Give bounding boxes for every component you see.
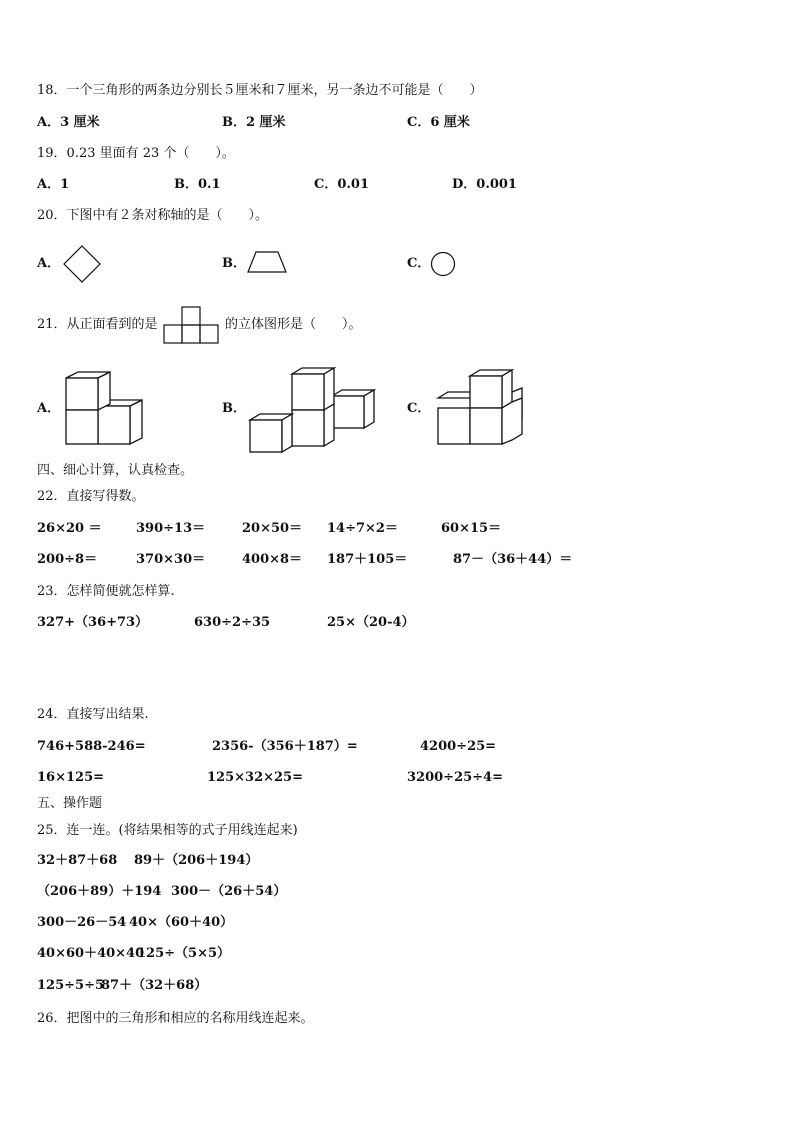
q20-option-b-label[interactable]: B．: [222, 256, 246, 271]
q22-item: 26×20 ＝: [37, 521, 102, 536]
q25-left-item[interactable]: 32＋87＋68: [37, 853, 118, 868]
q25-stem: 25．连一连。(将结果相等的式子用线连起来): [37, 823, 298, 838]
trapezoid-icon: [246, 250, 288, 274]
q24-stem: 24．直接写出结果.: [37, 707, 149, 722]
q24-item: 125×32×25=: [207, 770, 303, 785]
q23-item: 630÷2÷35: [194, 615, 271, 630]
q25-right-item[interactable]: 40×（60＋40）: [129, 915, 234, 930]
q20-option-c-label[interactable]: C．: [407, 256, 431, 271]
q25-left-item[interactable]: （206＋89）＋194: [37, 884, 162, 899]
q18-option-a[interactable]: A．3 厘米: [37, 115, 100, 130]
q19-option-b[interactable]: B．0.1: [174, 177, 221, 192]
q25-left-item[interactable]: 300－26－54: [37, 915, 127, 930]
q22-item: 400×8＝: [242, 552, 303, 567]
q25-right-item[interactable]: 89＋（206＋194）: [134, 853, 259, 868]
section-5-heading: 五、操作题: [37, 796, 103, 811]
q24-item: 3200÷25÷4=: [407, 770, 503, 785]
q25-right-item[interactable]: 87＋（32＋68）: [101, 978, 208, 993]
q22-item: 370×30＝: [136, 552, 206, 567]
q19-option-c[interactable]: C．0.01: [314, 177, 370, 192]
q22-item: 60×15＝: [441, 521, 502, 536]
section-4-heading: 四、细心计算，认真检查。: [37, 463, 194, 478]
q24-item: 4200÷25=: [420, 739, 497, 754]
q25-right-item[interactable]: 125÷（5×5）: [137, 946, 231, 961]
q23-stem: 23．怎样简便就怎样算.: [37, 584, 175, 599]
q22-item: 20×50＝: [242, 521, 303, 536]
q24-item: 746+588-246=: [37, 739, 146, 754]
q21-option-c-label[interactable]: C．: [407, 401, 431, 416]
q22-item: 14÷7×2＝: [327, 521, 398, 536]
cubes-b-icon: [248, 366, 376, 454]
q22-item: 87－（36＋44）＝: [453, 552, 573, 567]
q21-option-a-label[interactable]: A．: [37, 401, 61, 416]
q23-item: 327+（36+73）: [37, 615, 149, 630]
q24-item: 16×125=: [37, 770, 105, 785]
circle-icon: [430, 251, 456, 277]
q21-option-b-label[interactable]: B．: [222, 401, 246, 416]
front-view-icon: [163, 306, 221, 344]
q19-option-a[interactable]: A．1: [37, 177, 70, 192]
q25-left-item[interactable]: 40×60＋40×40: [37, 946, 145, 961]
rhombus-icon: [62, 244, 102, 284]
q26-stem: 26．把图中的三角形和相应的名称用线连起来。: [37, 1011, 314, 1026]
q24-item: 2356-（356＋187）=: [212, 739, 358, 754]
q21-stem-after: 的立体图形是（ ）。: [225, 317, 362, 332]
q22-stem: 22．直接写得数。: [37, 489, 145, 504]
cubes-a-icon: [64, 368, 146, 450]
q20-option-a-label[interactable]: A．: [37, 256, 61, 271]
q23-item: 25×（20-4）: [327, 615, 415, 630]
q19-stem: 19．0.23 里面有 23 个（ ）。: [37, 146, 235, 161]
q20-stem: 20．下图中有２条对称轴的是（ ）。: [37, 208, 269, 223]
q19-option-d[interactable]: D．0.001: [452, 177, 517, 192]
q22-item: 187＋105＝: [327, 552, 408, 567]
q22-item: 390÷13＝: [136, 521, 206, 536]
q18-option-b[interactable]: B．2 厘米: [222, 115, 286, 130]
q18-option-c[interactable]: C．6 厘米: [407, 115, 470, 130]
q18-stem: 18．一个三角形的两条边分别长５厘米和７厘米，另一条边不可能是（ ）: [37, 83, 483, 98]
q21-stem-before: 21．从正面看到的是: [37, 317, 158, 332]
q25-left-item[interactable]: 125÷5÷5: [37, 978, 105, 993]
q25-right-item[interactable]: 300－（26＋54）: [171, 884, 287, 899]
cubes-c-icon: [436, 368, 524, 448]
q22-item: 200÷8＝: [37, 552, 98, 567]
